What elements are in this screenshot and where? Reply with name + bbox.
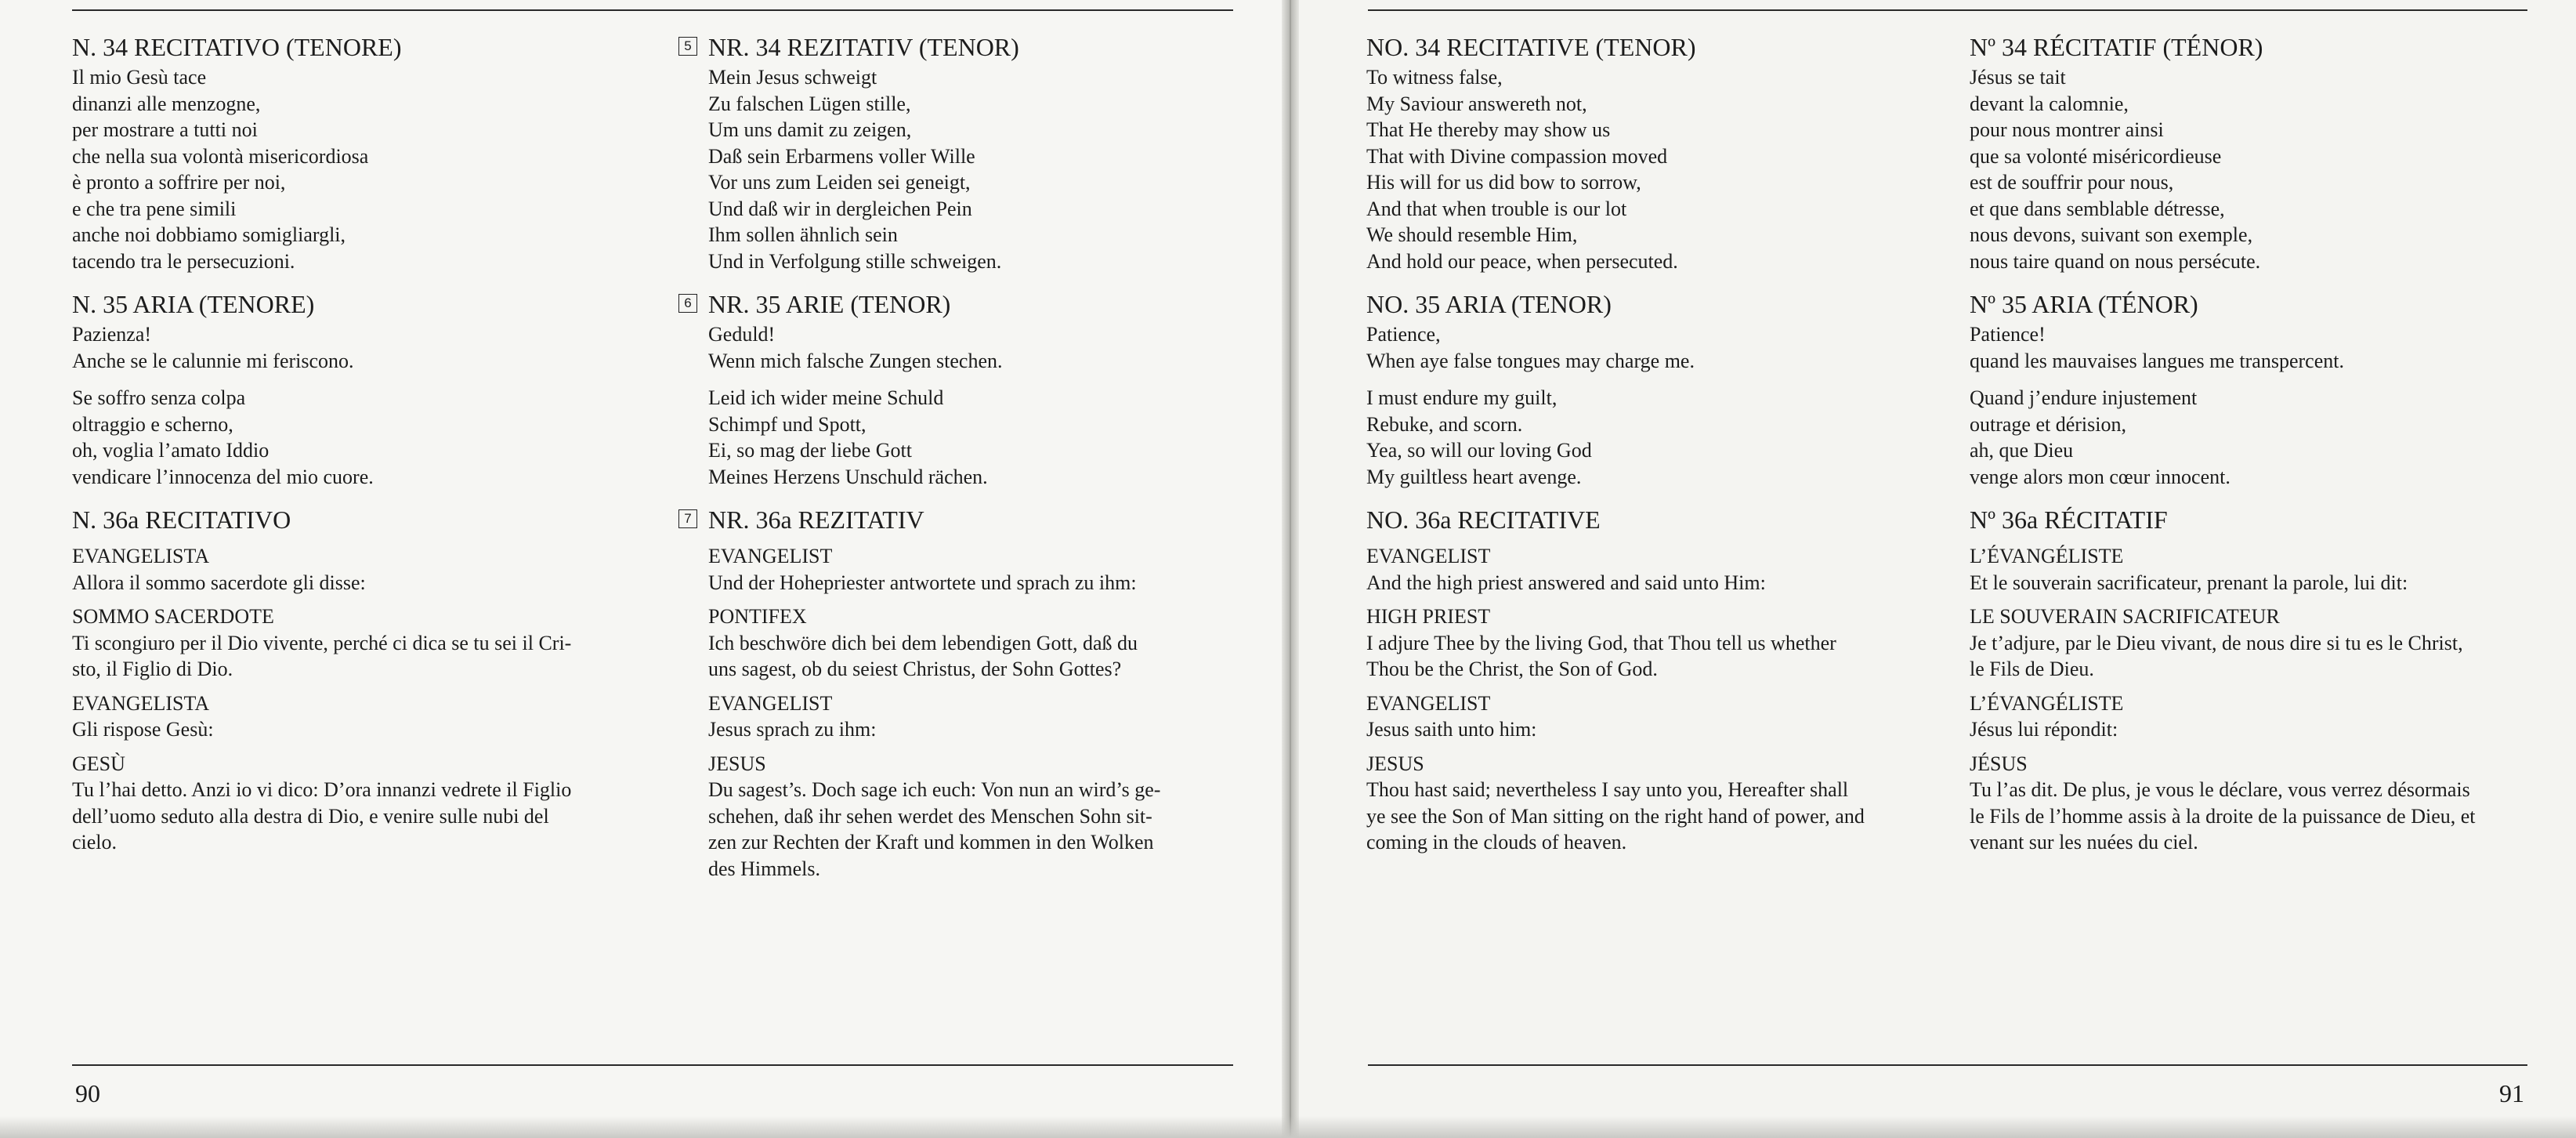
text-line: Et le souverain sacrificateur, prenant la parole, lui dit: [1970, 571, 2408, 594]
text-line: Patience! [1970, 323, 2046, 346]
text-line: outrage et dérision, [1970, 412, 2126, 436]
text-line: dell’uomo seduto alla destra di Dio, e venire sulle nubi del [72, 804, 549, 828]
text-line: That with Divine compassion moved [1366, 144, 1668, 168]
bottom-rule [72, 1064, 1233, 1066]
text-line: My guiltless heart avenge. [1366, 465, 1582, 488]
italian-column [72, 31, 571, 870]
text-section [684, 288, 1160, 490]
speaker-block [72, 603, 571, 683]
english-column [1366, 31, 1865, 870]
book-gutter [1282, 0, 1299, 1138]
text-line: And hold our peace, when persecuted. [1366, 249, 1678, 273]
text-line: Geduld! [708, 323, 776, 346]
text-line: schehen, daß ihr sehen werdet des Menschen Sohn sit- [708, 804, 1152, 828]
text-section [72, 504, 571, 856]
text-line: Anche se le calunnie mi feriscono. [72, 349, 354, 372]
text-line: Tu l’hai detto. Anzi io vi dico: D’ora innanzi vedrete il Figlio [72, 778, 572, 801]
text-section [1970, 504, 2476, 856]
text-line: Ihm sollen ähnlich sein [708, 223, 898, 246]
text-line: Yea, so will our loving God [1366, 439, 1592, 462]
text-line: Du sagest’s. Doch sage ich euch: Von nun an wird’s ge- [708, 778, 1161, 801]
section-title [72, 504, 571, 535]
text-line: Schimpf und Spott, [708, 412, 867, 436]
text-line: zen zur Rechten der Kraft und kommen in den Wolken [708, 831, 1154, 854]
text-line: Je t’adjure, par le Dieu vivant, de nous dire si tu es le Christ, [1970, 631, 2463, 654]
stanza [708, 321, 1160, 374]
text-line: nous devons, suivant son exemple, [1970, 223, 2253, 246]
text-line: Quand j’endure injustement [1970, 386, 2198, 409]
speaker-name: EVANGELISTA [72, 691, 210, 715]
text-line: Zu falschen Lügen stille, [708, 92, 911, 115]
stanza [72, 321, 571, 374]
stanza [708, 64, 1160, 274]
section-title [72, 31, 571, 63]
speaker-name: SOMMO SACERDOTE [72, 605, 274, 628]
text-line: des Himmels. [708, 857, 820, 880]
text-line: Und in Verfolgung stille schweigen. [708, 249, 1002, 273]
track-number-box: 6 [678, 294, 697, 313]
speaker-name: JÉSUS [1970, 752, 2028, 775]
speaker-block [1970, 543, 2476, 596]
section-title [684, 504, 1160, 535]
text-line: vendicare l’innocenza del mio cuore. [72, 465, 374, 488]
text-line: Wenn mich falsche Zungen stechen. [708, 349, 1003, 372]
section-title [1970, 31, 2476, 63]
speaker-block [72, 543, 571, 596]
track-number-box: 7 [678, 509, 697, 528]
speaker-block [1366, 603, 1865, 683]
speaker-block [1366, 751, 1865, 856]
text-line: Ei, so mag der liebe Gott [708, 439, 912, 462]
top-rule [72, 9, 1233, 11]
stanza [1970, 321, 2476, 374]
speaker-name: JESUS [708, 752, 766, 775]
text-line: And the high priest answered and said unto Him: [1366, 571, 1766, 594]
text-line: Und der Hohepriester antwortete und sprach zu ihm: [708, 571, 1137, 594]
section-title-text: NO. 35 ARIA (TENOR) [1366, 290, 1612, 318]
french-column [1970, 31, 2476, 870]
speaker-block [72, 690, 571, 743]
text-line: nous taire quand on nous persécute. [1970, 249, 2261, 273]
speaker-block [1366, 690, 1865, 743]
text-line: coming in the clouds of heaven. [1366, 831, 1627, 854]
stanza [708, 385, 1160, 490]
section-title-text: N. 34 RECITATIVO (TENORE) [72, 33, 402, 61]
section-title-text: N. 36a RECITATIVO [72, 506, 291, 534]
section-title-text: Nº 36a RÉCITATIF [1970, 506, 2168, 534]
speaker-name: HIGH PRIEST [1366, 605, 1491, 628]
speaker-block [1970, 690, 2476, 743]
text-line: oltraggio e scherno, [72, 412, 233, 436]
text-section [1366, 504, 1865, 856]
text-line: tacendo tra le persecuzioni. [72, 249, 295, 273]
text-line: My Saviour answereth not, [1366, 92, 1587, 115]
page-number: 90 [75, 1079, 100, 1107]
text-line: ye see the Son of Man sitting on the right hand of power, and [1366, 804, 1865, 828]
text-line: Tu l’as dit. De plus, je vous le déclare, vous verrez désormais [1970, 778, 2470, 801]
stanza [72, 64, 571, 274]
text-line: anche noi dobbiamo somigliargli, [72, 223, 346, 246]
stanza [1366, 321, 1865, 374]
stanza [1366, 64, 1865, 274]
speaker-name: GESÙ [72, 752, 125, 775]
text-line: Allora il sommo sacerdote gli disse: [72, 571, 366, 594]
text-line: pour nous montrer ainsi [1970, 118, 2164, 141]
stanza [72, 385, 571, 490]
text-line: Patience, [1366, 323, 1441, 346]
text-line: Leid ich wider meine Schuld [708, 386, 944, 409]
text-section [1366, 31, 1865, 274]
speaker-name: EVANGELIST [1366, 545, 1491, 567]
text-line: Rebuke, and scorn. [1366, 412, 1523, 436]
page-number: 91 [2499, 1079, 2524, 1107]
text-section [1366, 288, 1865, 490]
text-line: oh, voglia l’amato Iddio [72, 439, 270, 462]
section-title [72, 288, 571, 320]
speaker-block [1970, 751, 2476, 856]
scan-shadow [0, 1116, 2576, 1138]
text-line: Mein Jesus schweigt [708, 66, 877, 89]
text-line: devant la calomnie, [1970, 92, 2129, 115]
text-section [1970, 288, 2476, 490]
speaker-block [708, 543, 1160, 596]
right-page [1293, 0, 2576, 1138]
text-line: dinanzi alle menzogne, [72, 92, 261, 115]
text-line: His will for us did bow to sorrow, [1366, 171, 1641, 194]
section-title-text: N. 35 ARIA (TENORE) [72, 290, 315, 318]
text-line: Il mio Gesù tace [72, 66, 207, 89]
speaker-name: L’ÉVANGÉLISTE [1970, 691, 2124, 715]
text-line: Jesus sprach zu ihm: [708, 718, 877, 741]
text-line: That He thereby may show us [1366, 118, 1611, 141]
section-title-text: Nº 34 RÉCITATIF (TÉNOR) [1970, 33, 2263, 61]
section-title-text: Nº 35 ARIA (TÉNOR) [1970, 290, 2198, 318]
text-section [72, 31, 571, 274]
text-line: le Fils de Dieu. [1970, 658, 2094, 680]
text-line: Gli rispose Gesù: [72, 718, 214, 741]
speaker-name: PONTIFEX [708, 605, 807, 628]
track-number-box: 5 [678, 37, 697, 56]
text-section [684, 31, 1160, 274]
speaker-name: EVANGELIST [708, 691, 833, 715]
speaker-block [708, 751, 1160, 882]
section-title-text: NR. 35 ARIE (TENOR) [708, 290, 951, 318]
text-line: per mostrare a tutti noi [72, 118, 258, 141]
section-title [1970, 504, 2476, 535]
section-title [684, 31, 1160, 63]
section-title-text: NO. 36a RECITATIVE [1366, 506, 1601, 534]
section-title [1366, 31, 1865, 63]
text-line: è pronto a soffrire per noi, [72, 171, 286, 194]
speaker-name: LE SOUVERAIN SACRIFICATEUR [1970, 605, 2280, 628]
text-line: I must endure my guilt, [1366, 386, 1558, 409]
section-title [1366, 504, 1865, 535]
text-line: I adjure Thee by the living God, that Thou tell us whether [1366, 631, 1836, 654]
text-line: et que dans semblable détresse, [1970, 197, 2225, 220]
text-line: est de souffrir pour nous, [1970, 171, 2174, 194]
speaker-name: EVANGELIST [1366, 691, 1491, 715]
text-line: uns sagest, ob du seiest Christus, der Sohn Gottes? [708, 658, 1122, 680]
text-line: Jesus saith unto him: [1366, 718, 1537, 741]
text-line: venant sur les nuées du ciel. [1970, 831, 2198, 854]
section-title-text: NR. 34 REZITATIV (TENOR) [708, 33, 1019, 61]
left-page [0, 0, 1286, 1138]
text-line: Um uns damit zu zeigen, [708, 118, 912, 141]
speaker-block [708, 690, 1160, 743]
text-line: Und daß wir in dergleichen Pein [708, 197, 972, 220]
section-title [684, 288, 1160, 320]
text-line: Se soffro senza colpa [72, 386, 246, 409]
text-line: When aye false tongues may charge me. [1366, 349, 1695, 372]
speaker-name: L’ÉVANGÉLISTE [1970, 545, 2124, 567]
speaker-block [1970, 603, 2476, 683]
text-line: Jésus lui répondit: [1970, 718, 2118, 741]
section-title [1366, 288, 1865, 320]
text-line: Thou hast said; nevertheless I say unto you, Hereafter shall [1366, 778, 1849, 801]
text-line: Meines Herzens Unschuld rächen. [708, 465, 988, 488]
text-line: Ti scongiuro per il Dio vivente, perché ci dica se tu sei il Cri- [72, 631, 572, 654]
text-line: sto, il Figlio di Dio. [72, 658, 233, 680]
text-line: Thou be the Christ, the Son of God. [1366, 658, 1658, 680]
section-title-text: NO. 34 RECITATIVE (TENOR) [1366, 33, 1696, 61]
speaker-name: EVANGELIST [708, 545, 833, 567]
speaker-block [708, 603, 1160, 683]
text-line: quand les mauvaises langues me transpercent. [1970, 349, 2344, 372]
bottom-rule [1368, 1064, 2527, 1066]
top-rule [1368, 9, 2527, 11]
text-line: Ich beschwöre dich bei dem lebendigen Gott, daß du [708, 631, 1138, 654]
text-line: le Fils de l’homme assis à la droite de la puissance de Dieu, et [1970, 804, 2476, 828]
text-line: Jésus se tait [1970, 66, 2066, 89]
text-line: Pazienza! [72, 323, 152, 346]
text-line: Daß sein Erbarmens voller Wille [708, 144, 975, 168]
speaker-name: EVANGELISTA [72, 545, 210, 567]
text-line: Vor uns zum Leiden sei geneigt, [708, 171, 971, 194]
text-line: che nella sua volontà misericordiosa [72, 144, 369, 168]
text-line: ah, que Dieu [1970, 439, 2074, 462]
german-column [684, 31, 1161, 896]
text-line: cielo. [72, 831, 118, 854]
speaker-name: JESUS [1366, 752, 1424, 775]
text-line: To witness false, [1366, 66, 1503, 89]
text-section [684, 504, 1161, 882]
section-title-text: NR. 36a REZITATIV [708, 506, 924, 534]
speaker-block [72, 751, 571, 856]
stanza [1366, 385, 1865, 490]
text-line: que sa volonté miséricordieuse [1970, 144, 2222, 168]
stanza [1970, 64, 2476, 274]
speaker-block [1366, 543, 1865, 596]
text-line: e che tra pene simili [72, 197, 237, 220]
text-section [1970, 31, 2476, 274]
text-section [72, 288, 571, 490]
stanza [1970, 385, 2476, 490]
text-line: venge alors mon cœur innocent. [1970, 465, 2230, 488]
text-line: And that when trouble is our lot [1366, 197, 1627, 220]
section-title [1970, 288, 2476, 320]
text-line: We should resemble Him, [1366, 223, 1578, 246]
